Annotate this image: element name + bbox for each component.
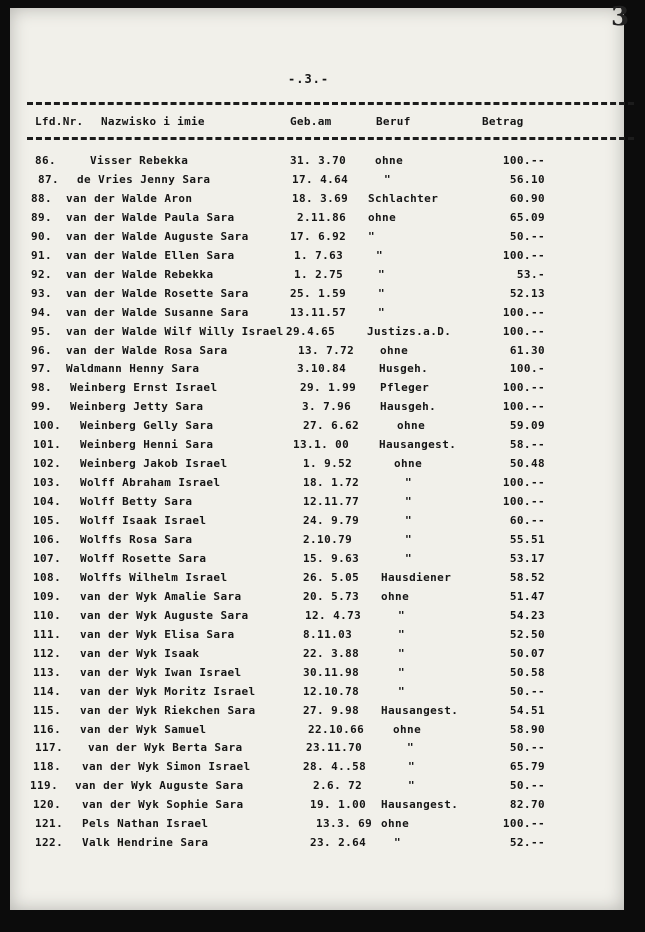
table-row xyxy=(0,741,645,760)
row-number: 89. xyxy=(31,210,53,224)
amount: 100.-- xyxy=(502,381,545,395)
occupation: " xyxy=(405,495,413,509)
amount: 51.47 xyxy=(509,589,545,603)
occupation: " xyxy=(398,684,406,698)
birth-date: 23.11.70 xyxy=(306,741,363,755)
table-row xyxy=(0,344,645,363)
occupation: Justizs.a.D. xyxy=(367,324,452,338)
row-number: 115. xyxy=(33,703,62,717)
table-row xyxy=(0,704,645,723)
occupation: " xyxy=(398,608,406,622)
page-corner-mark: 3 xyxy=(611,2,630,32)
birth-date: 29.4.65 xyxy=(286,324,336,338)
birth-date: 26. 5.05 xyxy=(303,570,360,584)
person-name: Pels Nathan Israel xyxy=(82,817,209,831)
table-row xyxy=(0,666,645,685)
row-number: 113. xyxy=(33,665,62,679)
table-row xyxy=(0,685,645,704)
person-name: van der Walde Paula Sara xyxy=(66,210,235,224)
birth-date: 2.11.86 xyxy=(297,210,347,224)
person-name: van der Wyk Moritz Israel xyxy=(80,684,256,698)
row-number: 88. xyxy=(31,191,53,205)
birth-date: 13.11.57 xyxy=(290,305,347,319)
occupation: " xyxy=(368,229,376,243)
table-row xyxy=(0,230,645,249)
table-row xyxy=(0,306,645,325)
birth-date: 2.10.79 xyxy=(303,533,353,546)
occupation: ohne xyxy=(397,419,426,433)
occupation: " xyxy=(405,551,413,565)
birth-date: 25. 1.59 xyxy=(290,286,347,300)
table-row xyxy=(0,457,645,476)
table-row xyxy=(0,325,645,344)
table-row xyxy=(0,590,645,609)
amount: 54.51 xyxy=(509,703,545,717)
person-name: van der Wyk Simon Israel xyxy=(82,760,251,774)
amount: 54.23 xyxy=(509,608,545,622)
birth-date: 1. 7.63 xyxy=(294,248,344,262)
person-name: van der Walde Ellen Sara xyxy=(66,248,235,262)
person-name: Weinberg Ernst Israel xyxy=(70,381,218,395)
table-row xyxy=(0,268,645,287)
person-name: van der Walde Aron xyxy=(66,191,193,205)
person-name: van der Walde Rosa Sara xyxy=(66,343,228,357)
table-row xyxy=(0,154,645,173)
person-name: van der Wyk Isaak xyxy=(80,646,200,660)
birth-date: 12. 4.73 xyxy=(305,608,362,622)
amount: 100.-- xyxy=(502,476,545,490)
person-name: van der Wyk Sophie Sara xyxy=(82,798,244,812)
row-number: 121. xyxy=(35,817,64,831)
amount: 100.- xyxy=(509,362,545,376)
table-row xyxy=(0,628,645,647)
header-occupation: Beruf xyxy=(376,115,411,128)
person-name: Weinberg Jakob Israel xyxy=(80,457,228,471)
amount: 55.51 xyxy=(509,533,545,546)
amount: 52.50 xyxy=(509,627,545,641)
birth-date: 22.10.66 xyxy=(308,722,365,736)
occupation: Hausgeh. xyxy=(380,400,437,414)
amount: 82.70 xyxy=(509,798,545,812)
occupation: Hausangest. xyxy=(381,703,459,717)
row-number: 101. xyxy=(33,438,62,452)
birth-date: 17. 6.92 xyxy=(290,229,347,243)
table-row xyxy=(0,817,645,836)
table-row xyxy=(0,609,645,628)
occupation: " xyxy=(378,267,386,281)
amount: 50.-- xyxy=(509,741,545,755)
table-row xyxy=(0,438,645,457)
table-row xyxy=(0,514,645,533)
birth-date: 18. 3.69 xyxy=(292,191,349,205)
amount: 52.-- xyxy=(509,836,545,850)
table-row xyxy=(0,836,645,855)
person-name: Wolffs Wilhelm Israel xyxy=(80,570,228,584)
birth-date: 1. 2.75 xyxy=(294,267,344,281)
person-name: van der Walde Rebekka xyxy=(66,267,214,281)
birth-date: 30.11.98 xyxy=(303,665,360,679)
person-name: van der Walde Rosette Sara xyxy=(66,286,249,300)
birth-date: 31. 3.70 xyxy=(290,154,347,167)
row-number: 100. xyxy=(33,419,62,433)
birth-date: 22. 3.88 xyxy=(303,646,360,660)
birth-date: 13.1. 00 xyxy=(293,438,350,452)
amount: 59.09 xyxy=(509,419,545,433)
occupation: Schlachter xyxy=(368,191,439,205)
person-name: Weinberg Henni Sara xyxy=(80,438,214,452)
person-name: Visser Rebekka xyxy=(90,154,189,167)
person-name: van der Wyk Iwan Israel xyxy=(80,665,242,679)
occupation: " xyxy=(405,476,413,490)
amount: 52.13 xyxy=(509,286,545,300)
row-number: 94. xyxy=(31,305,53,319)
table-row xyxy=(0,495,645,514)
table-row xyxy=(0,476,645,495)
amount: 60.90 xyxy=(509,191,545,205)
person-name: Valk Hendrine Sara xyxy=(82,836,209,850)
amount: 56.10 xyxy=(509,172,545,186)
birth-date: 27. 9.98 xyxy=(303,703,360,717)
table-row xyxy=(0,571,645,590)
person-name: van der Wyk Samuel xyxy=(80,722,207,736)
person-name: van der Walde Susanne Sara xyxy=(66,305,249,319)
amount: 65.09 xyxy=(509,210,545,224)
row-number: 117. xyxy=(35,741,64,755)
birth-date: 1. 9.52 xyxy=(303,457,353,471)
row-number: 87. xyxy=(38,172,60,186)
person-name: van der Wyk Auguste Sara xyxy=(75,779,244,793)
row-number: 119. xyxy=(30,779,59,793)
occupation: " xyxy=(398,646,406,660)
header-amount: Betrag xyxy=(482,115,524,128)
table-row xyxy=(0,760,645,779)
amount: 100.-- xyxy=(502,495,545,509)
row-number: 102. xyxy=(33,457,62,471)
table-row xyxy=(0,533,645,552)
occupation: ohne xyxy=(368,210,397,224)
birth-date: 8.11.03 xyxy=(303,627,353,641)
header-birthdate: Geb.am xyxy=(290,115,332,128)
row-number: 90. xyxy=(31,229,53,243)
birth-date: 13.3. 69 xyxy=(316,817,373,831)
amount: 100.-- xyxy=(502,154,545,167)
occupation: " xyxy=(398,627,406,641)
occupation: " xyxy=(378,286,386,300)
amount: 58.90 xyxy=(509,722,545,736)
birth-date: 12.11.77 xyxy=(303,495,360,509)
birth-date: 18. 1.72 xyxy=(303,476,360,490)
page-number: -.3.- xyxy=(288,72,330,86)
occupation: ohne xyxy=(380,343,409,357)
occupation: " xyxy=(408,779,416,793)
row-number: 91. xyxy=(31,248,53,262)
amount: 100.-- xyxy=(502,248,545,262)
row-number: 112. xyxy=(33,646,62,660)
person-name: van der Wyk Elisa Sara xyxy=(80,627,235,641)
occupation: " xyxy=(405,514,413,528)
amount: 100.-- xyxy=(502,305,545,319)
amount: 50.58 xyxy=(509,665,545,679)
occupation: " xyxy=(408,760,416,774)
table-row xyxy=(0,287,645,306)
table-row xyxy=(0,647,645,666)
birth-date: 19. 1.00 xyxy=(310,798,367,812)
birth-date: 3.10.84 xyxy=(297,362,347,376)
row-number: 107. xyxy=(33,551,62,565)
amount: 58.-- xyxy=(509,438,545,452)
header-number: Lfd.Nr. xyxy=(35,115,84,128)
amount: 53.- xyxy=(516,267,545,281)
occupation: " xyxy=(405,533,413,546)
person-name: van der Wyk Auguste Sara xyxy=(80,608,249,622)
occupation: ohne xyxy=(381,589,410,603)
occupation: " xyxy=(384,172,392,186)
amount: 61.30 xyxy=(509,343,545,357)
row-number: 109. xyxy=(33,589,62,603)
table-row xyxy=(0,419,645,438)
table-row xyxy=(0,249,645,268)
header-top-rule xyxy=(27,102,634,105)
occupation: " xyxy=(394,836,402,850)
occupation: Husgeh. xyxy=(379,362,429,376)
amount: 100.-- xyxy=(502,817,545,831)
header-bottom-rule xyxy=(27,137,634,140)
row-number: 108. xyxy=(33,570,62,584)
birth-date: 17. 4.64 xyxy=(292,172,349,186)
row-number: 95. xyxy=(31,324,53,338)
table-row xyxy=(0,400,645,419)
row-number: 98. xyxy=(31,381,53,395)
row-number: 96. xyxy=(31,343,53,357)
person-name: Wolff Abraham Israel xyxy=(80,476,221,490)
row-number: 122. xyxy=(35,836,64,850)
table-row xyxy=(0,552,645,571)
row-number: 86. xyxy=(35,154,57,167)
amount: 50.48 xyxy=(509,457,545,471)
table-row xyxy=(0,211,645,230)
occupation: Pfleger xyxy=(380,381,430,395)
table-row xyxy=(0,723,645,742)
amount: 50.-- xyxy=(509,779,545,793)
amount: 53.17 xyxy=(509,551,545,565)
person-name: Weinberg Gelly Sara xyxy=(80,419,214,433)
amount: 100.-- xyxy=(502,400,545,414)
person-name: Wolffs Rosa Sara xyxy=(80,533,193,546)
birth-date: 15. 9.63 xyxy=(303,551,360,565)
occupation: " xyxy=(376,248,384,262)
occupation: " xyxy=(398,665,406,679)
amount: 50.-- xyxy=(509,684,545,698)
amount: 50.07 xyxy=(509,646,545,660)
table-row xyxy=(0,798,645,817)
occupation: ohne xyxy=(393,722,422,736)
row-number: 110. xyxy=(33,608,62,622)
row-number: 104. xyxy=(33,495,62,509)
table-row xyxy=(0,381,645,400)
table-row xyxy=(0,362,645,381)
person-name: Wolff Isaak Israel xyxy=(80,514,207,528)
row-number: 103. xyxy=(33,476,62,490)
row-number: 97. xyxy=(31,362,53,376)
amount: 100.-- xyxy=(502,324,545,338)
birth-date: 13. 7.72 xyxy=(298,343,355,357)
table-row xyxy=(0,192,645,211)
birth-date: 23. 2.64 xyxy=(310,836,367,850)
row-number: 114. xyxy=(33,684,62,698)
birth-date: 24. 9.79 xyxy=(303,514,360,528)
birth-date: 2.6. 72 xyxy=(313,779,363,793)
person-name: van der Walde Wilf Willy Israel xyxy=(66,324,284,338)
occupation: Hausangest. xyxy=(381,798,459,812)
row-number: 93. xyxy=(31,286,53,300)
amount: 60.-- xyxy=(509,514,545,528)
birth-date: 3. 7.96 xyxy=(302,400,352,414)
amount: 65.79 xyxy=(509,760,545,774)
row-number: 116. xyxy=(33,722,62,736)
birth-date: 20. 5.73 xyxy=(303,589,360,603)
person-name: de Vries Jenny Sara xyxy=(77,172,211,186)
occupation: ohne xyxy=(375,154,404,167)
occupation: ohne xyxy=(394,457,423,471)
row-number: 120. xyxy=(33,798,62,812)
person-name: Weinberg Jetty Sara xyxy=(70,400,204,414)
amount: 58.52 xyxy=(509,570,545,584)
birth-date: 27. 6.62 xyxy=(303,419,360,433)
header-name: Nazwisko i imie xyxy=(101,115,205,128)
occupation: Hausangest. xyxy=(379,438,457,452)
occupation: Hausdiener xyxy=(381,570,452,584)
person-name: van der Wyk Riekchen Sara xyxy=(80,703,256,717)
person-name: van der Wyk Amalie Sara xyxy=(80,589,242,603)
birth-date: 29. 1.99 xyxy=(300,381,357,395)
birth-date: 28. 4..58 xyxy=(303,760,367,774)
row-number: 92. xyxy=(31,267,53,281)
row-number: 106. xyxy=(33,533,62,546)
occupation: ohne xyxy=(381,817,410,831)
row-number: 118. xyxy=(33,760,62,774)
row-number: 105. xyxy=(33,514,62,528)
row-number: 99. xyxy=(31,400,53,414)
table-row xyxy=(0,779,645,798)
table-row xyxy=(0,173,645,192)
person-name: van der Wyk Berta Sara xyxy=(88,741,243,755)
person-name: Waldmann Henny Sara xyxy=(66,362,200,376)
person-name: Wolff Rosette Sara xyxy=(80,551,207,565)
row-number: 111. xyxy=(33,627,62,641)
amount: 50.-- xyxy=(509,229,545,243)
occupation: " xyxy=(378,305,386,319)
person-name: van der Walde Auguste Sara xyxy=(66,229,249,243)
occupation: " xyxy=(407,741,415,755)
birth-date: 12.10.78 xyxy=(303,684,360,698)
person-name: Wolff Betty Sara xyxy=(80,495,193,509)
